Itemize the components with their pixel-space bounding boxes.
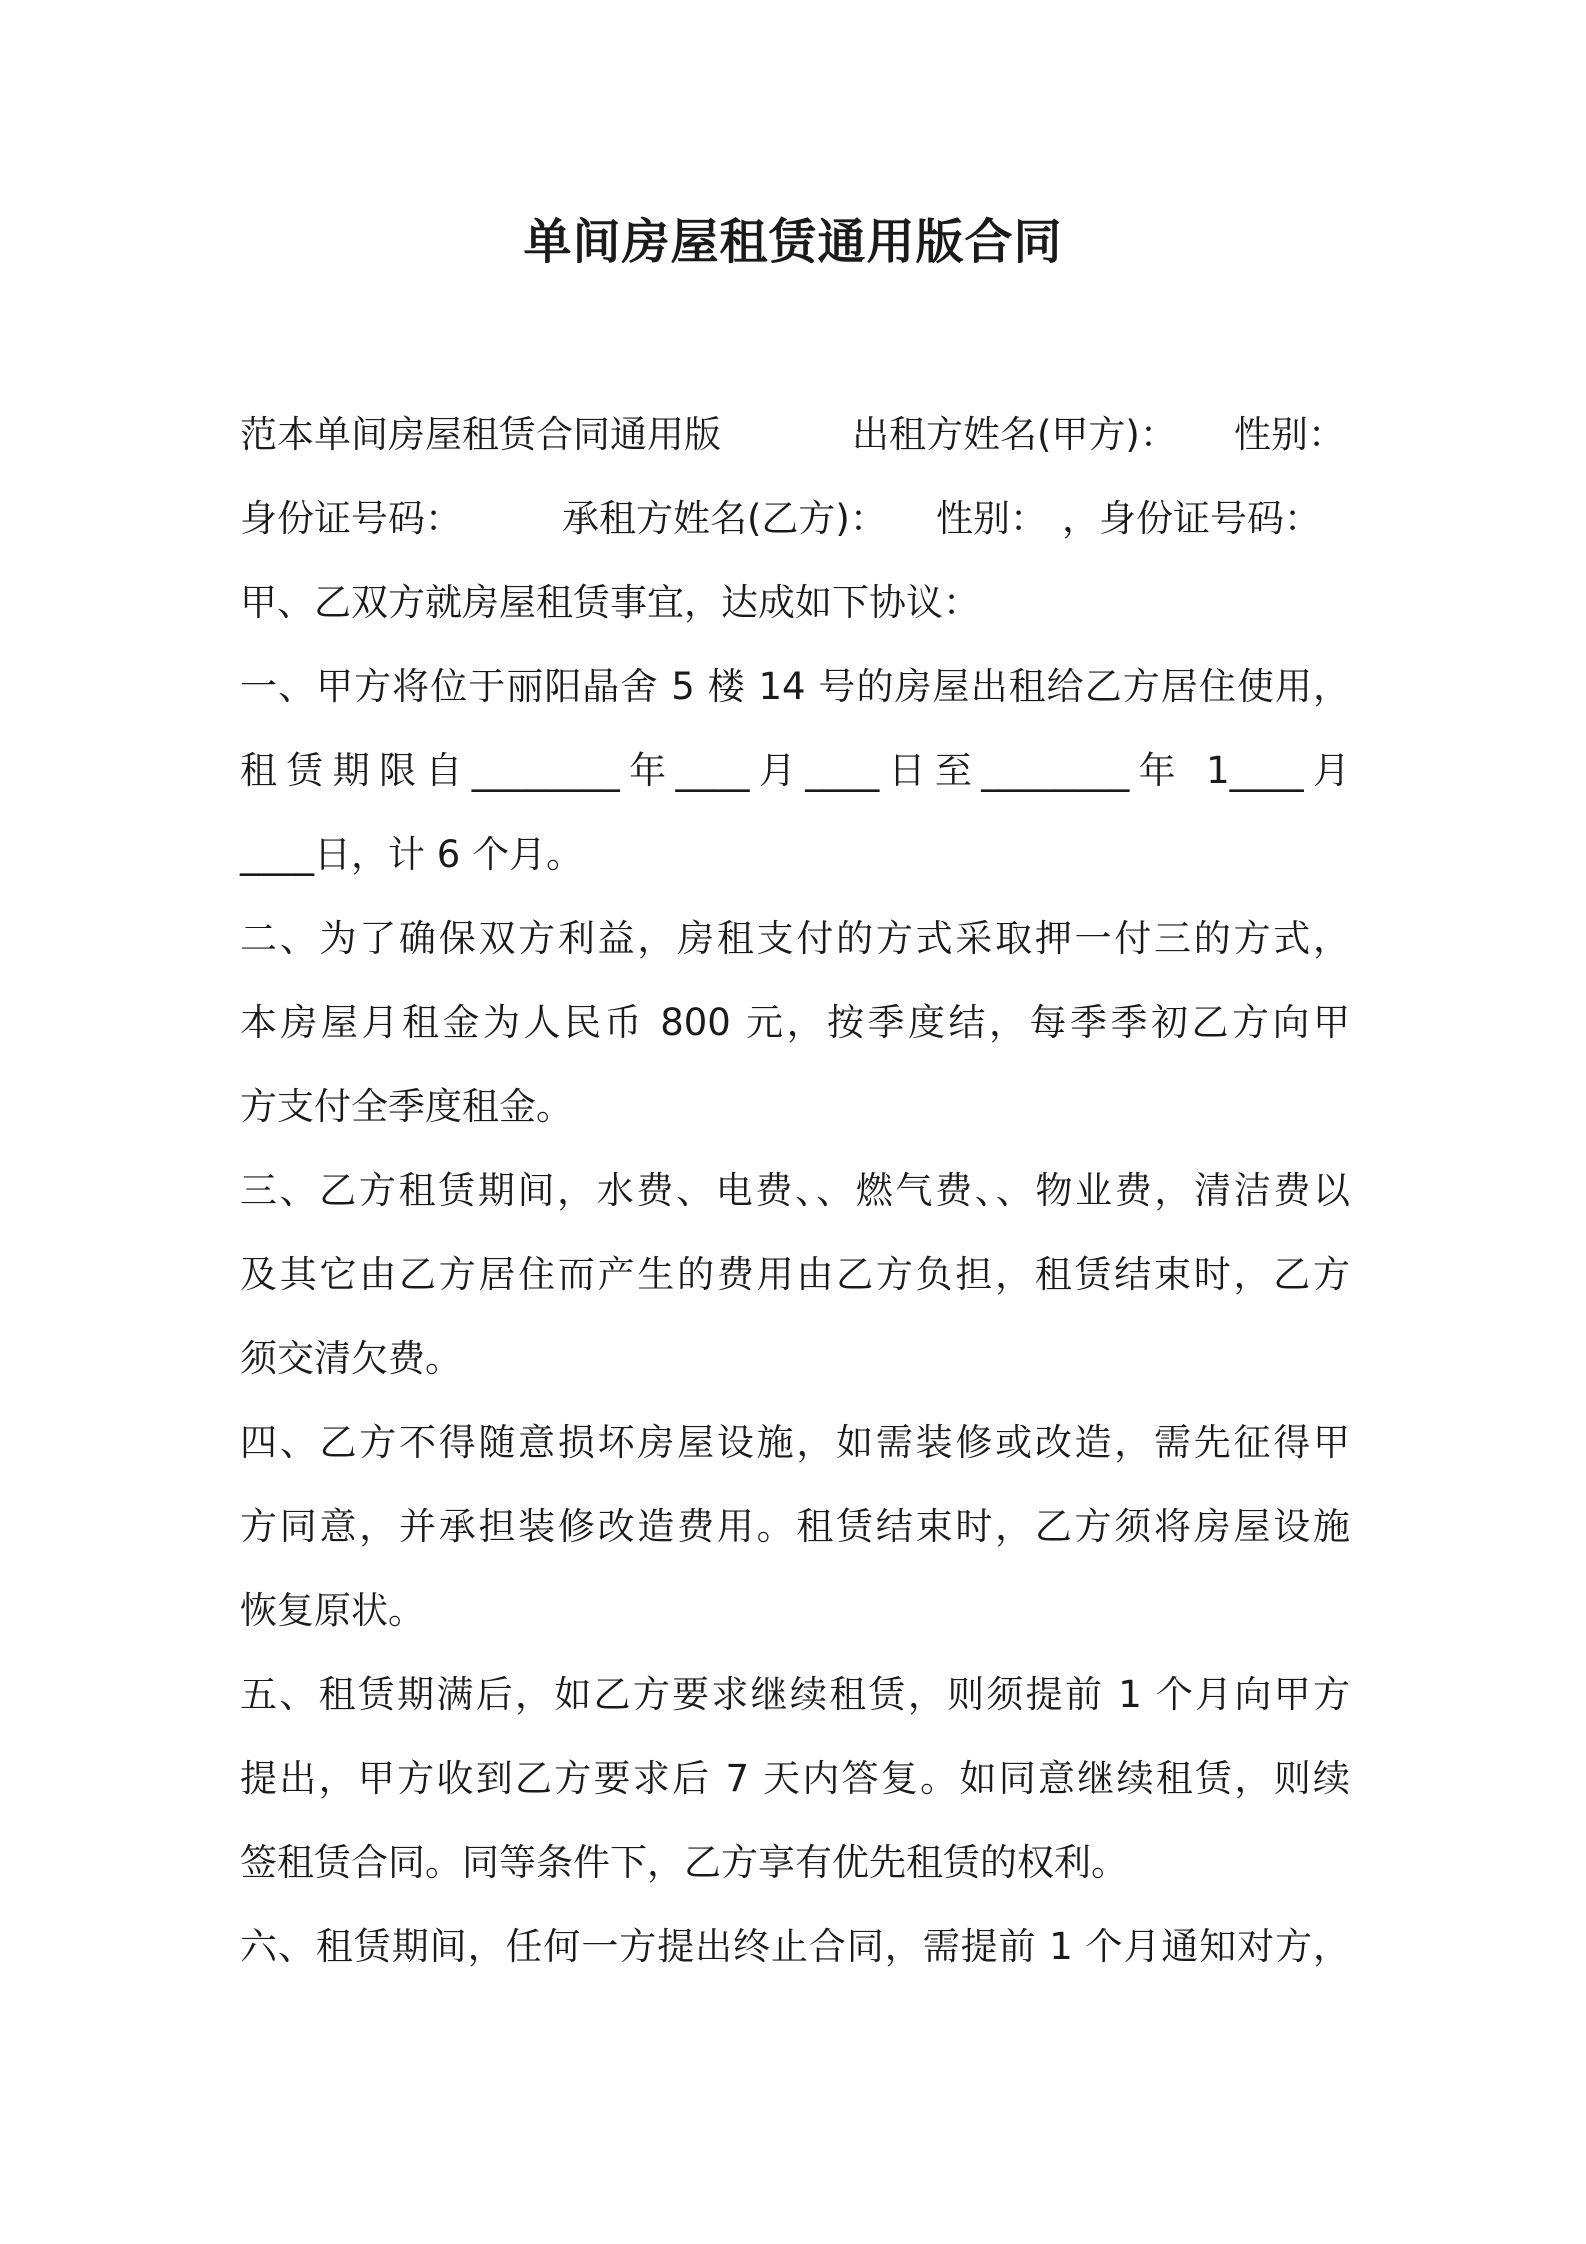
clause-4-line-3: 恢复原状。	[240, 1589, 425, 1632]
intro-line: 甲、乙双方就房屋租赁事宜，达成如下协议：	[240, 581, 980, 624]
lessor-name-label: 出租方姓名(甲方)：	[852, 413, 1177, 456]
clause-3-line-1: 三、乙方租赁期间，水费、电费、、燃气费、、物业费，清洁费以	[240, 1169, 1350, 1212]
clause-5-line-3: 签租赁合同。同等条件下，乙方享有优先租赁的权利。	[240, 1841, 1128, 1884]
clause-6-line-1: 六、租赁期间，任何一方提出终止合同，需提前 1 个月通知对方，	[240, 1925, 1350, 1968]
lessee-id-label: ，身份证号码：	[1062, 497, 1321, 540]
clause-5-line-1: 五、租赁期满后，如乙方要求继续租赁，则须提前 1 个月向甲方	[240, 1673, 1350, 1716]
clause-1-line-3: ____日，计 6 个月。	[240, 833, 584, 876]
clause-2-line-1: 二、为了确保双方利益，房租支付的方式采取押一付三的方式，	[240, 917, 1350, 960]
lessor-gender-label: 性别：	[1234, 413, 1345, 456]
clause-4-line-1: 四、乙方不得随意损坏房屋设施，如需装修或改造，需先征得甲	[240, 1421, 1350, 1464]
template-label: 范本单间房屋租赁合同通用版	[240, 413, 721, 456]
clause-2-line-2: 本房屋月租金为人民币 800 元，按季度结，每季季初乙方向甲	[240, 1001, 1350, 1044]
lessor-id-label: 身份证号码：	[240, 497, 462, 540]
clause-3-line-3: 须交清欠费。	[240, 1337, 462, 1380]
document-title: 单间房屋租赁通用版合同	[523, 214, 1063, 270]
clause-3-line-2: 及其它由乙方居住而产生的费用由乙方负担，租赁结束时，乙方	[240, 1253, 1350, 1296]
clause-1-line-2: 租赁期限自________年____月____日至________年 1____月	[240, 749, 1350, 792]
clause-1-line-1: 一、甲方将位于丽阳晶舍 5 楼 14 号的房屋出租给乙方居住使用，	[240, 665, 1350, 708]
clause-4-line-2: 方同意，并承担装修改造费用。租赁结束时，乙方须将房屋设施	[240, 1505, 1350, 1548]
clause-5-line-2: 提出，甲方收到乙方要求后 7 天内答复。如同意继续租赁，则续	[240, 1757, 1350, 1800]
lessee-gender-label: 性别：	[936, 497, 1047, 540]
lessee-name-label: 承租方姓名(乙方)：	[562, 497, 887, 540]
clause-2-line-3: 方支付全季度租金。	[240, 1085, 573, 1128]
